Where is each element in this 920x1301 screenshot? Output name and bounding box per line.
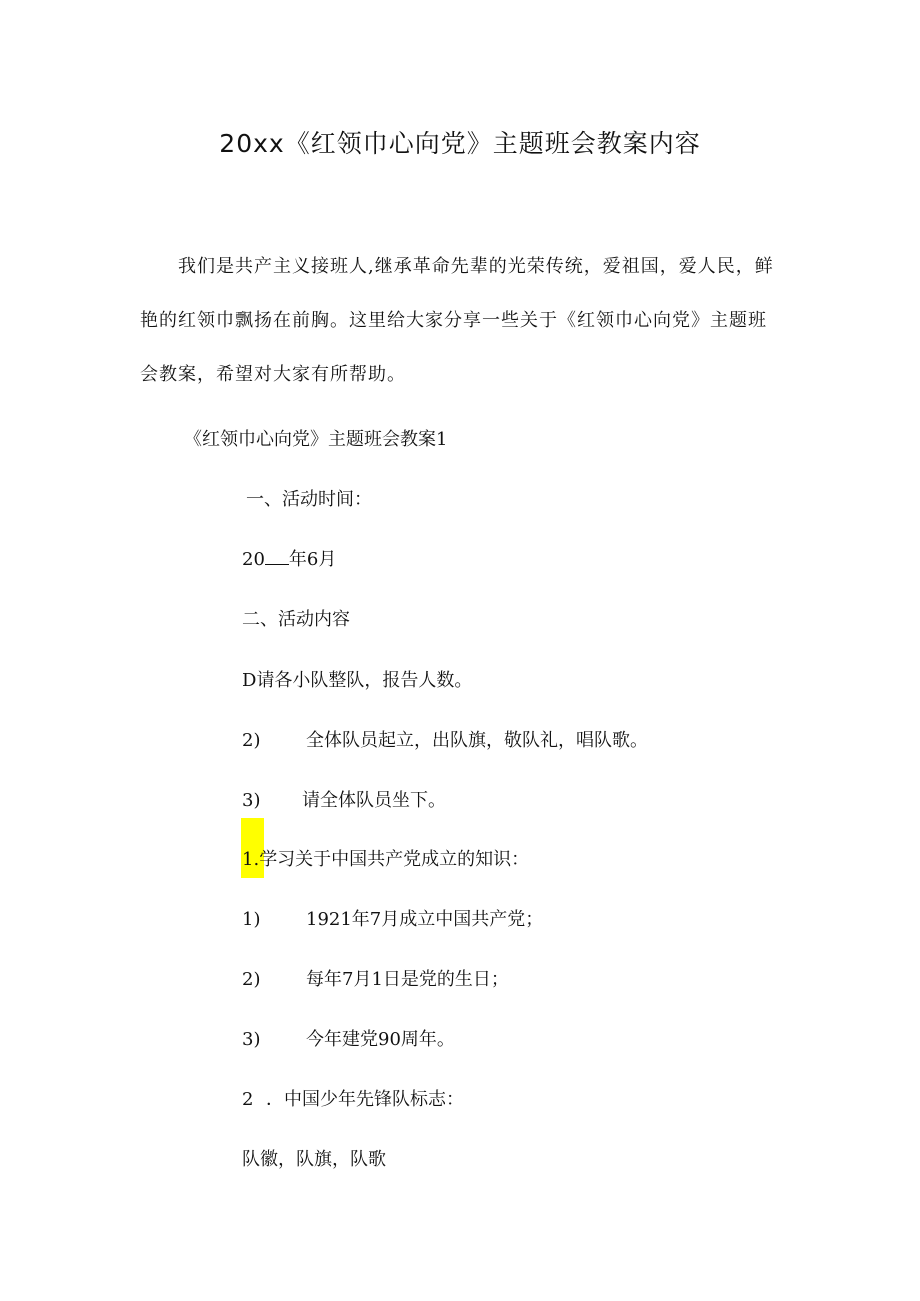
step-number: D <box>242 670 257 691</box>
study-item <box>242 905 543 935</box>
study-heading <box>242 845 529 875</box>
study-item-number: 3) <box>242 1029 261 1050</box>
step-item <box>242 666 472 696</box>
activity-time-value <box>242 545 336 575</box>
study-item-text: 1921年7月成立中国共产党； <box>306 909 544 930</box>
symbols-heading-number: 2 <box>242 1089 254 1110</box>
step-text: 请各小队整队，报告人数。 <box>256 670 473 691</box>
symbols-heading <box>242 1085 464 1115</box>
year-prefix: 20 <box>242 549 265 570</box>
step-text: 请全体队员坐下。 <box>302 790 446 811</box>
step-item <box>242 786 446 816</box>
step-number: 3) <box>242 790 261 811</box>
step-text: 全体队员起立，出队旗，敬队礼，唱队歌。 <box>306 730 648 751</box>
year-suffix: 年6月 <box>288 549 337 570</box>
study-item-text: 每年7月1日是党的生日； <box>306 969 509 990</box>
activity-time-heading: 一、活动时间： <box>246 489 372 510</box>
step-item <box>242 726 648 756</box>
intro-paragraph: 我们是共产主义接班人,继承革命先辈的光荣传统，爱祖国，爱人民，鲜艳的红领巾飘扬在前胸。这里给大家分享一些关于《红领巾心向党》主题班会教案，希望对大家有所帮助。 <box>140 256 774 385</box>
activity-content-heading: 二、活动内容 <box>242 609 350 630</box>
symbols-list: 队徽，队旗，队歌 <box>242 1149 386 1170</box>
step-number: 2) <box>242 730 261 751</box>
study-heading-text: 学习关于中国共产党成立的知识： <box>259 849 530 870</box>
document-title: 20xx《红领巾心向党》主题班会教案内容 <box>219 129 701 158</box>
section-heading: 《红领巾心向党》主题班会教案1 <box>184 429 448 450</box>
study-item-text: 今年建党90周年。 <box>306 1029 455 1050</box>
study-heading-number: 1. <box>242 849 260 870</box>
symbols-heading-text: ．中国少年先锋队标志： <box>266 1089 464 1110</box>
blank-underline <box>265 546 289 565</box>
study-item-number: 2) <box>242 969 261 990</box>
study-item <box>242 965 509 995</box>
study-item-number: 1) <box>242 909 261 930</box>
study-item <box>242 1025 455 1055</box>
